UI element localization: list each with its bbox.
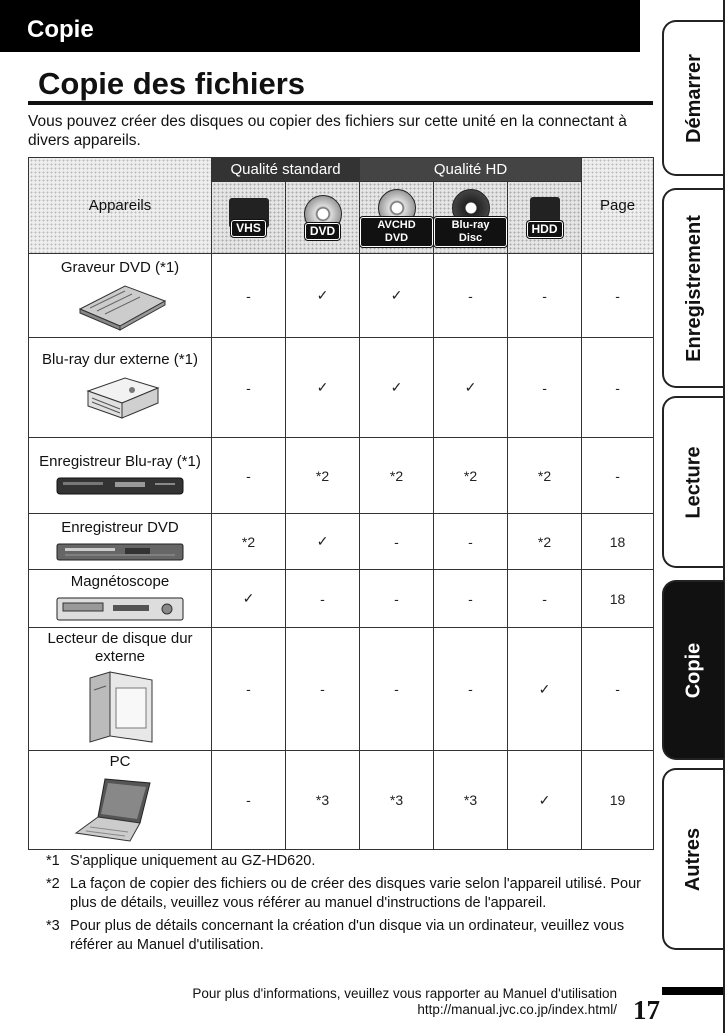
bottom-note-line1: Pour plus d'informations, veuillez vous rapporter au Manuel d'utilisation (192, 986, 617, 1001)
cell-dvd: - (286, 628, 360, 751)
device-name: Lecteur de disque dur externe (47, 630, 193, 665)
page-number-bar (662, 987, 725, 995)
page-number: 17 (633, 995, 660, 1025)
device-name: Enregistreur Blu-ray (*1) (39, 452, 201, 470)
laptop-icon (70, 775, 170, 845)
media-hdd (508, 182, 582, 254)
media-label-dvd: DVD (305, 223, 340, 240)
cell-vhs: - (212, 254, 286, 338)
cell-bluray: *3 (434, 751, 508, 850)
media-label-vhs: VHS (231, 220, 266, 237)
cell-bluray: - (434, 570, 508, 628)
cell-bluray: ✓ (434, 338, 508, 438)
cell-bluray: - (434, 254, 508, 338)
footnote (28, 852, 648, 871)
cell-hdd: *2 (508, 438, 582, 514)
cell-avchd: - (360, 570, 434, 628)
copy-compatibility-table (28, 157, 654, 850)
cell-vhs: - (212, 438, 286, 514)
device-cell (29, 438, 212, 514)
table-row (29, 751, 654, 850)
device-name: PC (109, 753, 131, 770)
cell-bluray: - (434, 628, 508, 751)
footnote-mark: *2 (46, 876, 60, 892)
manual-url-link[interactable]: http://manual.jvc.co.jp/index.html/ (417, 1002, 617, 1017)
dvd-burner-icon (65, 281, 175, 331)
cell-page: 18 (582, 514, 654, 570)
media-vhs (212, 182, 286, 254)
media-dvd (286, 182, 360, 254)
cell-page: 18 (582, 570, 654, 628)
device-name: Blu-ray dur externe (*1) (42, 350, 198, 368)
media-label-hdd: HDD (527, 221, 563, 238)
cell-hdd: - (508, 338, 582, 438)
footnotes (28, 852, 648, 959)
tab-label: Copie (682, 642, 705, 698)
bottom-note (145, 986, 617, 1018)
device-cell (29, 570, 212, 628)
header-page: Page (582, 158, 654, 254)
page-title: Copie des fichiers (38, 66, 306, 101)
section-label: Copie (27, 16, 94, 43)
tab-demarrer[interactable] (662, 20, 724, 176)
cell-avchd: - (360, 628, 434, 751)
device-name: Enregistreur DVD (61, 518, 179, 536)
cell-avchd: - (360, 514, 434, 570)
cell-bluray: - (434, 514, 508, 570)
title-rule (28, 101, 653, 105)
tab-lecture[interactable] (662, 396, 724, 568)
section-header-bar (0, 0, 640, 52)
cell-dvd: - (286, 570, 360, 628)
header-hd-quality: Qualité HD (360, 158, 582, 182)
cell-vhs: - (212, 751, 286, 850)
table-row (29, 628, 654, 751)
media-avchd-dvd (360, 182, 434, 254)
device-cell (29, 628, 212, 751)
cell-vhs: - (212, 628, 286, 751)
cell-hdd: - (508, 254, 582, 338)
cell-avchd: *2 (360, 438, 434, 514)
table-row (29, 570, 654, 628)
cell-dvd: ✓ (286, 514, 360, 570)
cell-page: - (582, 338, 654, 438)
cell-avchd: ✓ (360, 338, 434, 438)
footnote-mark: *1 (46, 853, 60, 869)
intro-text: Vous pouvez créer des disques ou copier des fichiers sur cette unité en la connectant à divers appareils. (28, 113, 627, 149)
footnote-mark: *3 (46, 918, 60, 934)
footnote-text: S'applique uniquement au GZ-HD620. (70, 853, 316, 869)
cell-page: - (582, 628, 654, 751)
dvd-recorder-icon (55, 541, 185, 563)
table-row (29, 514, 654, 570)
cell-hdd: *2 (508, 514, 582, 570)
tab-label: Enregistrement (682, 214, 705, 362)
table-row (29, 338, 654, 438)
cell-hdd: ✓ (508, 628, 582, 751)
media-label-bluray: Blu-ray Disc (434, 217, 507, 247)
cell-bluray: *2 (434, 438, 508, 514)
device-name: Magnétoscope (70, 572, 170, 590)
cell-dvd: ✓ (286, 254, 360, 338)
footnote (28, 875, 648, 913)
cell-page: - (582, 254, 654, 338)
table-row (29, 254, 654, 338)
cell-vhs: *2 (212, 514, 286, 570)
external-hdd-icon (80, 670, 160, 746)
tab-enregistrement[interactable] (662, 188, 724, 388)
media-label-avchd: AVCHD DVD (360, 217, 433, 247)
cell-page: 19 (582, 751, 654, 850)
device-name: Graveur DVD (*1) (60, 258, 180, 276)
bluray-drive-icon (70, 373, 170, 423)
footnote (28, 917, 648, 955)
bluray-recorder-icon (55, 475, 185, 497)
cell-dvd: *3 (286, 751, 360, 850)
media-bluray (434, 182, 508, 254)
cell-page: - (582, 438, 654, 514)
cell-dvd: *2 (286, 438, 360, 514)
header-standard-quality: Qualité standard (212, 158, 360, 182)
tab-label: Lecture (682, 445, 705, 519)
vcr-icon (55, 595, 185, 623)
footnote-text: La façon de copier des fichiers ou de créer des disques varie selon l'appareil utilisé. Pour plus de détails, veuillez vous référer au manuel d'instructions de l'appareil. (70, 876, 642, 911)
device-cell (29, 338, 212, 438)
device-cell (29, 254, 212, 338)
tab-autres[interactable] (662, 768, 724, 950)
table-row (29, 438, 654, 514)
cell-dvd: ✓ (286, 338, 360, 438)
tab-label: Démarrer (682, 53, 705, 143)
cell-vhs: ✓ (212, 570, 286, 628)
cell-vhs: - (212, 338, 286, 438)
tab-copie[interactable] (662, 580, 724, 760)
footnote-text: Pour plus de détails concernant la création d'un disque via un ordinateur, veuillez vous référer au Manuel d'utilisation. (70, 918, 625, 953)
device-cell (29, 751, 212, 850)
header-devices: Appareils (29, 158, 212, 254)
tab-label: Autres (682, 827, 705, 891)
cell-avchd: *3 (360, 751, 434, 850)
cell-avchd: ✓ (360, 254, 434, 338)
cell-hdd: ✓ (508, 751, 582, 850)
cell-hdd: - (508, 570, 582, 628)
device-cell (29, 514, 212, 570)
